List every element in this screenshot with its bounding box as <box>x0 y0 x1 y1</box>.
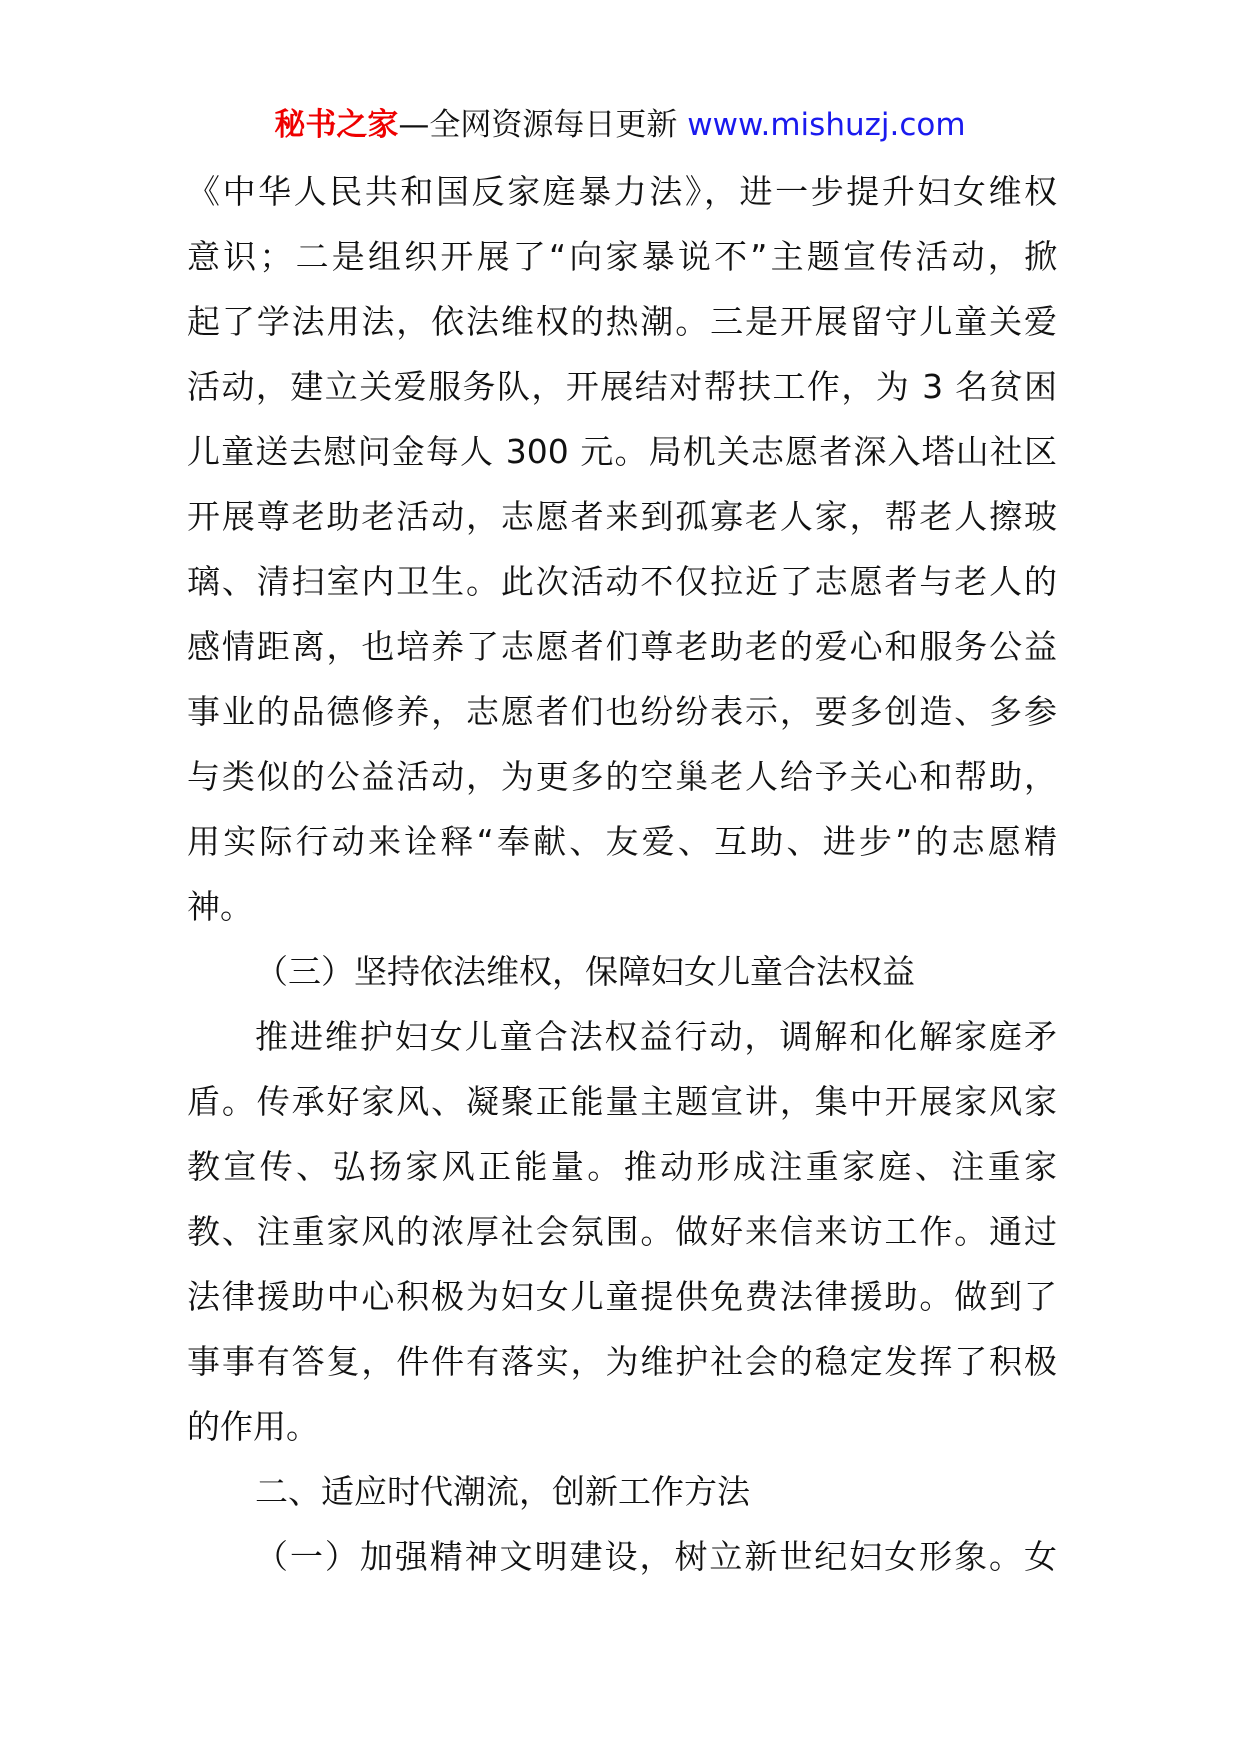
header-tagline: —全网资源每日更新 <box>398 107 688 143</box>
text-line: 意识；二是组织开展了“向家暴说不”主题宣传活动，掀 <box>187 237 1057 276</box>
subsection-heading: （一）加强精神文明建设，树立新世纪妇女形象。女 <box>255 1537 1057 1576</box>
text-line: 感情距离，也培养了志愿者们尊老助老的爱心和服务公益 <box>187 627 1057 666</box>
text-line: 《中华人民共和国反家庭暴力法》，进一步提升妇女维权 <box>187 172 1057 211</box>
text-line: 法律援助中心积极为妇女儿童提供免费法律援助。做到了 <box>187 1277 1057 1316</box>
section-heading: （三）坚持依法维权，保障妇女儿童合法权益 <box>255 952 915 991</box>
text-line: 开展尊老助老活动，志愿者来到孤寡老人家，帮老人擦玻 <box>187 497 1057 536</box>
text-line: 儿童送去慰问金每人 300 元。局机关志愿者深入塔山社区 <box>187 432 1057 471</box>
text-line: 推进维护妇女儿童合法权益行动，调解和化解家庭矛 <box>255 1017 1057 1056</box>
text-line: 神。 <box>187 887 253 926</box>
text-line: 教、注重家风的浓厚社会氛围。做好来信来访工作。通过 <box>187 1212 1057 1251</box>
text-line: 与类似的公益活动，为更多的空巢老人给予关心和帮助， <box>187 757 1057 796</box>
text-line: 盾。传承好家风、凝聚正能量主题宣讲，集中开展家风家 <box>187 1082 1057 1121</box>
text-line: 事业的品德修养，志愿者们也纷纷表示，要多创造、多参 <box>187 692 1057 731</box>
text-line: 的作用。 <box>187 1407 319 1446</box>
text-line: 活动，建立关爱服务队，开展结对帮扶工作，为 3 名贫困 <box>187 367 1057 406</box>
page-header <box>0 103 1240 147</box>
section-heading: 二、适应时代潮流，创新工作方法 <box>255 1472 750 1511</box>
text-line: 教宣传、弘扬家风正能量。推动形成注重家庭、注重家 <box>187 1147 1057 1186</box>
text-line: 用实际行动来诠释“奉献、友爱、互助、进步”的志愿精 <box>187 822 1057 861</box>
text-line: 事事有答复，件件有落实，为维护社会的稳定发挥了积极 <box>187 1342 1057 1381</box>
site-url-link[interactable]: www.mishuzj.com <box>687 107 966 143</box>
brand-name: 秘书之家 <box>274 107 399 143</box>
text-line: 起了学法用法，依法维权的热潮。三是开展留守儿童关爱 <box>187 302 1057 341</box>
text-line: 璃、清扫室内卫生。此次活动不仅拉近了志愿者与老人的 <box>187 562 1057 601</box>
document-body <box>187 159 1057 1589</box>
